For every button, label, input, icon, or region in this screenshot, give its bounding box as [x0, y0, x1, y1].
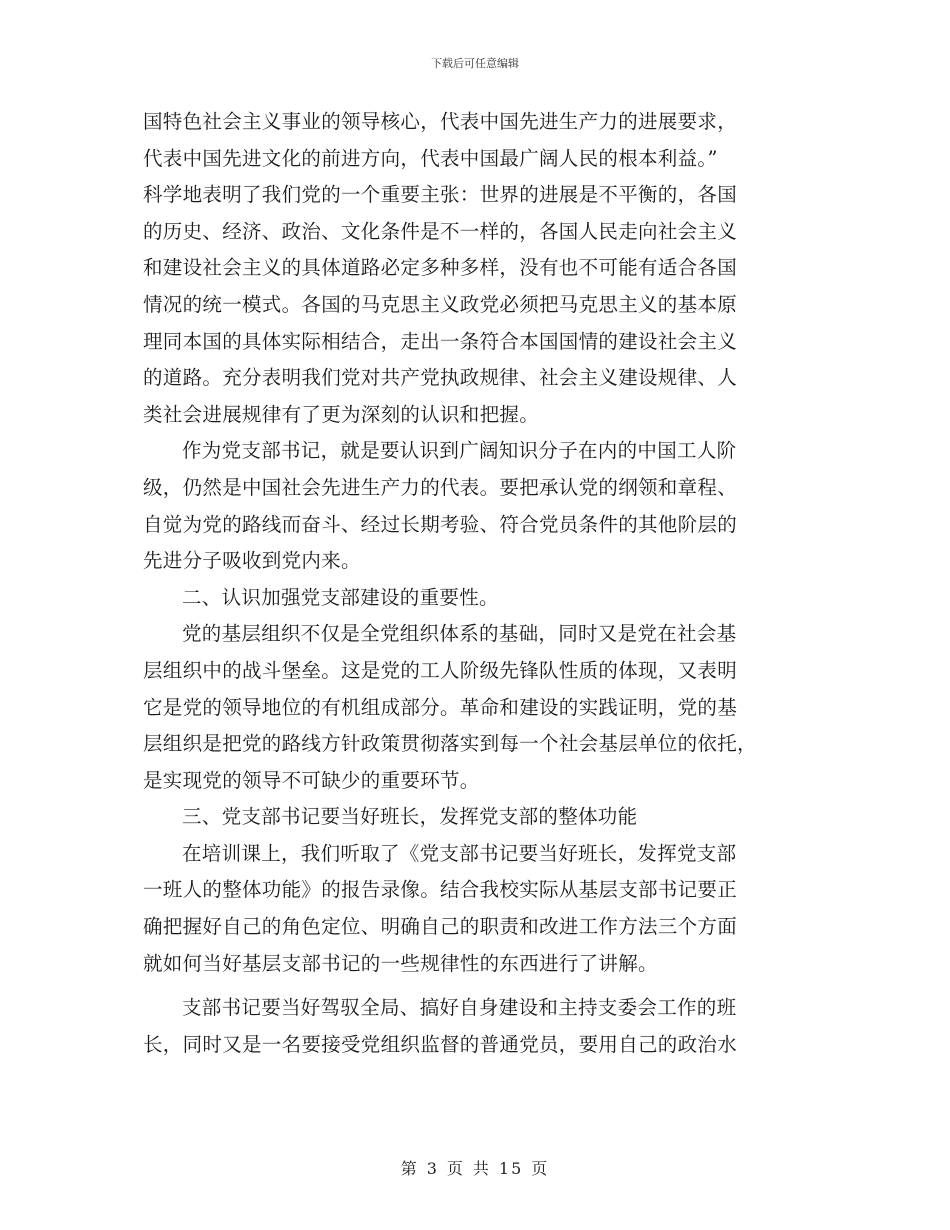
text-line: 的道路。充分表明我们党对共产党执政规律、社会主义建设规律、人 [143, 366, 738, 390]
text-line: 和建设社会主义的具体道路必定多种多样，没有也不可能有适合各国 [143, 256, 738, 280]
paragraph-first-line: 党的基层组织不仅是全党组织体系的基础，同时又是党在社会基 [182, 622, 737, 646]
page-header-note: 下载后可任意编辑 [431, 57, 519, 70]
page-footer [0, 1156, 950, 1179]
text-line: 就如何当好基层支部书记的一些规律性的东西进行了讲解。 [143, 951, 658, 975]
section-heading: 三、党支部书记要当好班长，发挥党支部的整体功能 [182, 805, 638, 829]
text-line: 科学地表明了我们党的一个重要主张：世界的进展是不平衡的，各国 [143, 183, 738, 207]
text-line: 国特色社会主义事业的领导核心，代表中国先进生产力的进展要求， [143, 110, 738, 133]
text-line: 确把握好自己的角色定位、明确自己的职责和改进工作方法三个方面 [143, 915, 738, 939]
text-line: 自觉为党的路线而奋斗、经过长期考验、符合党员条件的其他阶层的 [143, 512, 738, 536]
footer-total-word: 共 [472, 1159, 491, 1178]
text-line: 层组织中的战斗堡垒。这是党的工人阶级先锋队性质的体现，又表明 [143, 658, 738, 682]
text-line: 类社会进展规律有了更为深刻的认识和把握。 [143, 402, 540, 426]
paragraph-first-line: 支部书记要当好驾驭全局、搞好自身建设和主持支委会工作的班 [182, 996, 737, 1020]
footer-page-word: 页 [446, 1159, 465, 1178]
footer-suffix: 页 [531, 1159, 550, 1178]
text-line: 先进分子吸收到党内来。 [143, 549, 361, 573]
text-line: 代表中国先进文化的前进方向，代表中国最广阔人民的根本利益。” [143, 146, 718, 170]
paragraph-first-line: 作为党支部书记，就是要认识到广阔知识分子在内的中国工人阶 [182, 439, 737, 463]
document-body [143, 104, 803, 1063]
text-line: 层组织是把党的路线方针政策贯彻落实到每一个社会基层单位的依托， [143, 732, 757, 756]
current-page-number: 3 [426, 1159, 439, 1178]
footer-prefix: 第 [400, 1159, 419, 1178]
section-heading: 二、认识加强党支部建设的重要性。 [182, 585, 499, 609]
paragraph-first-line: 在培训课上，我们听取了《党支部书记要当好班长，发挥党支部 [182, 841, 737, 865]
text-line: 理同本国的具体实际相结合，走出一条符合本国国情的建设社会主义 [143, 329, 738, 353]
text-line: 的历史、经济、政治、文化条件是不一样的，各国人民走向社会主义 [143, 219, 738, 243]
text-line: 级，仍然是中国社会先进生产力的代表。要把承认党的纲领和章程、 [143, 475, 738, 499]
total-pages-number: 15 [498, 1159, 524, 1178]
text-line: 长，同时又是一名要接受党组织监督的普通党员，要用自己的政治水 [143, 1032, 738, 1056]
text-line: 一班人的整体功能》的报告录像。结合我校实际从基层支部书记要正 [143, 878, 738, 902]
text-line: 情况的统一模式。各国的马克思主义政党必须把马克思主义的基本原 [143, 292, 738, 316]
text-line: 它是党的领导地位的有机组成部分。革命和建设的实践证明，党的基 [143, 695, 738, 719]
text-line: 是实现党的领导不可缺少的重要环节。 [143, 768, 480, 792]
